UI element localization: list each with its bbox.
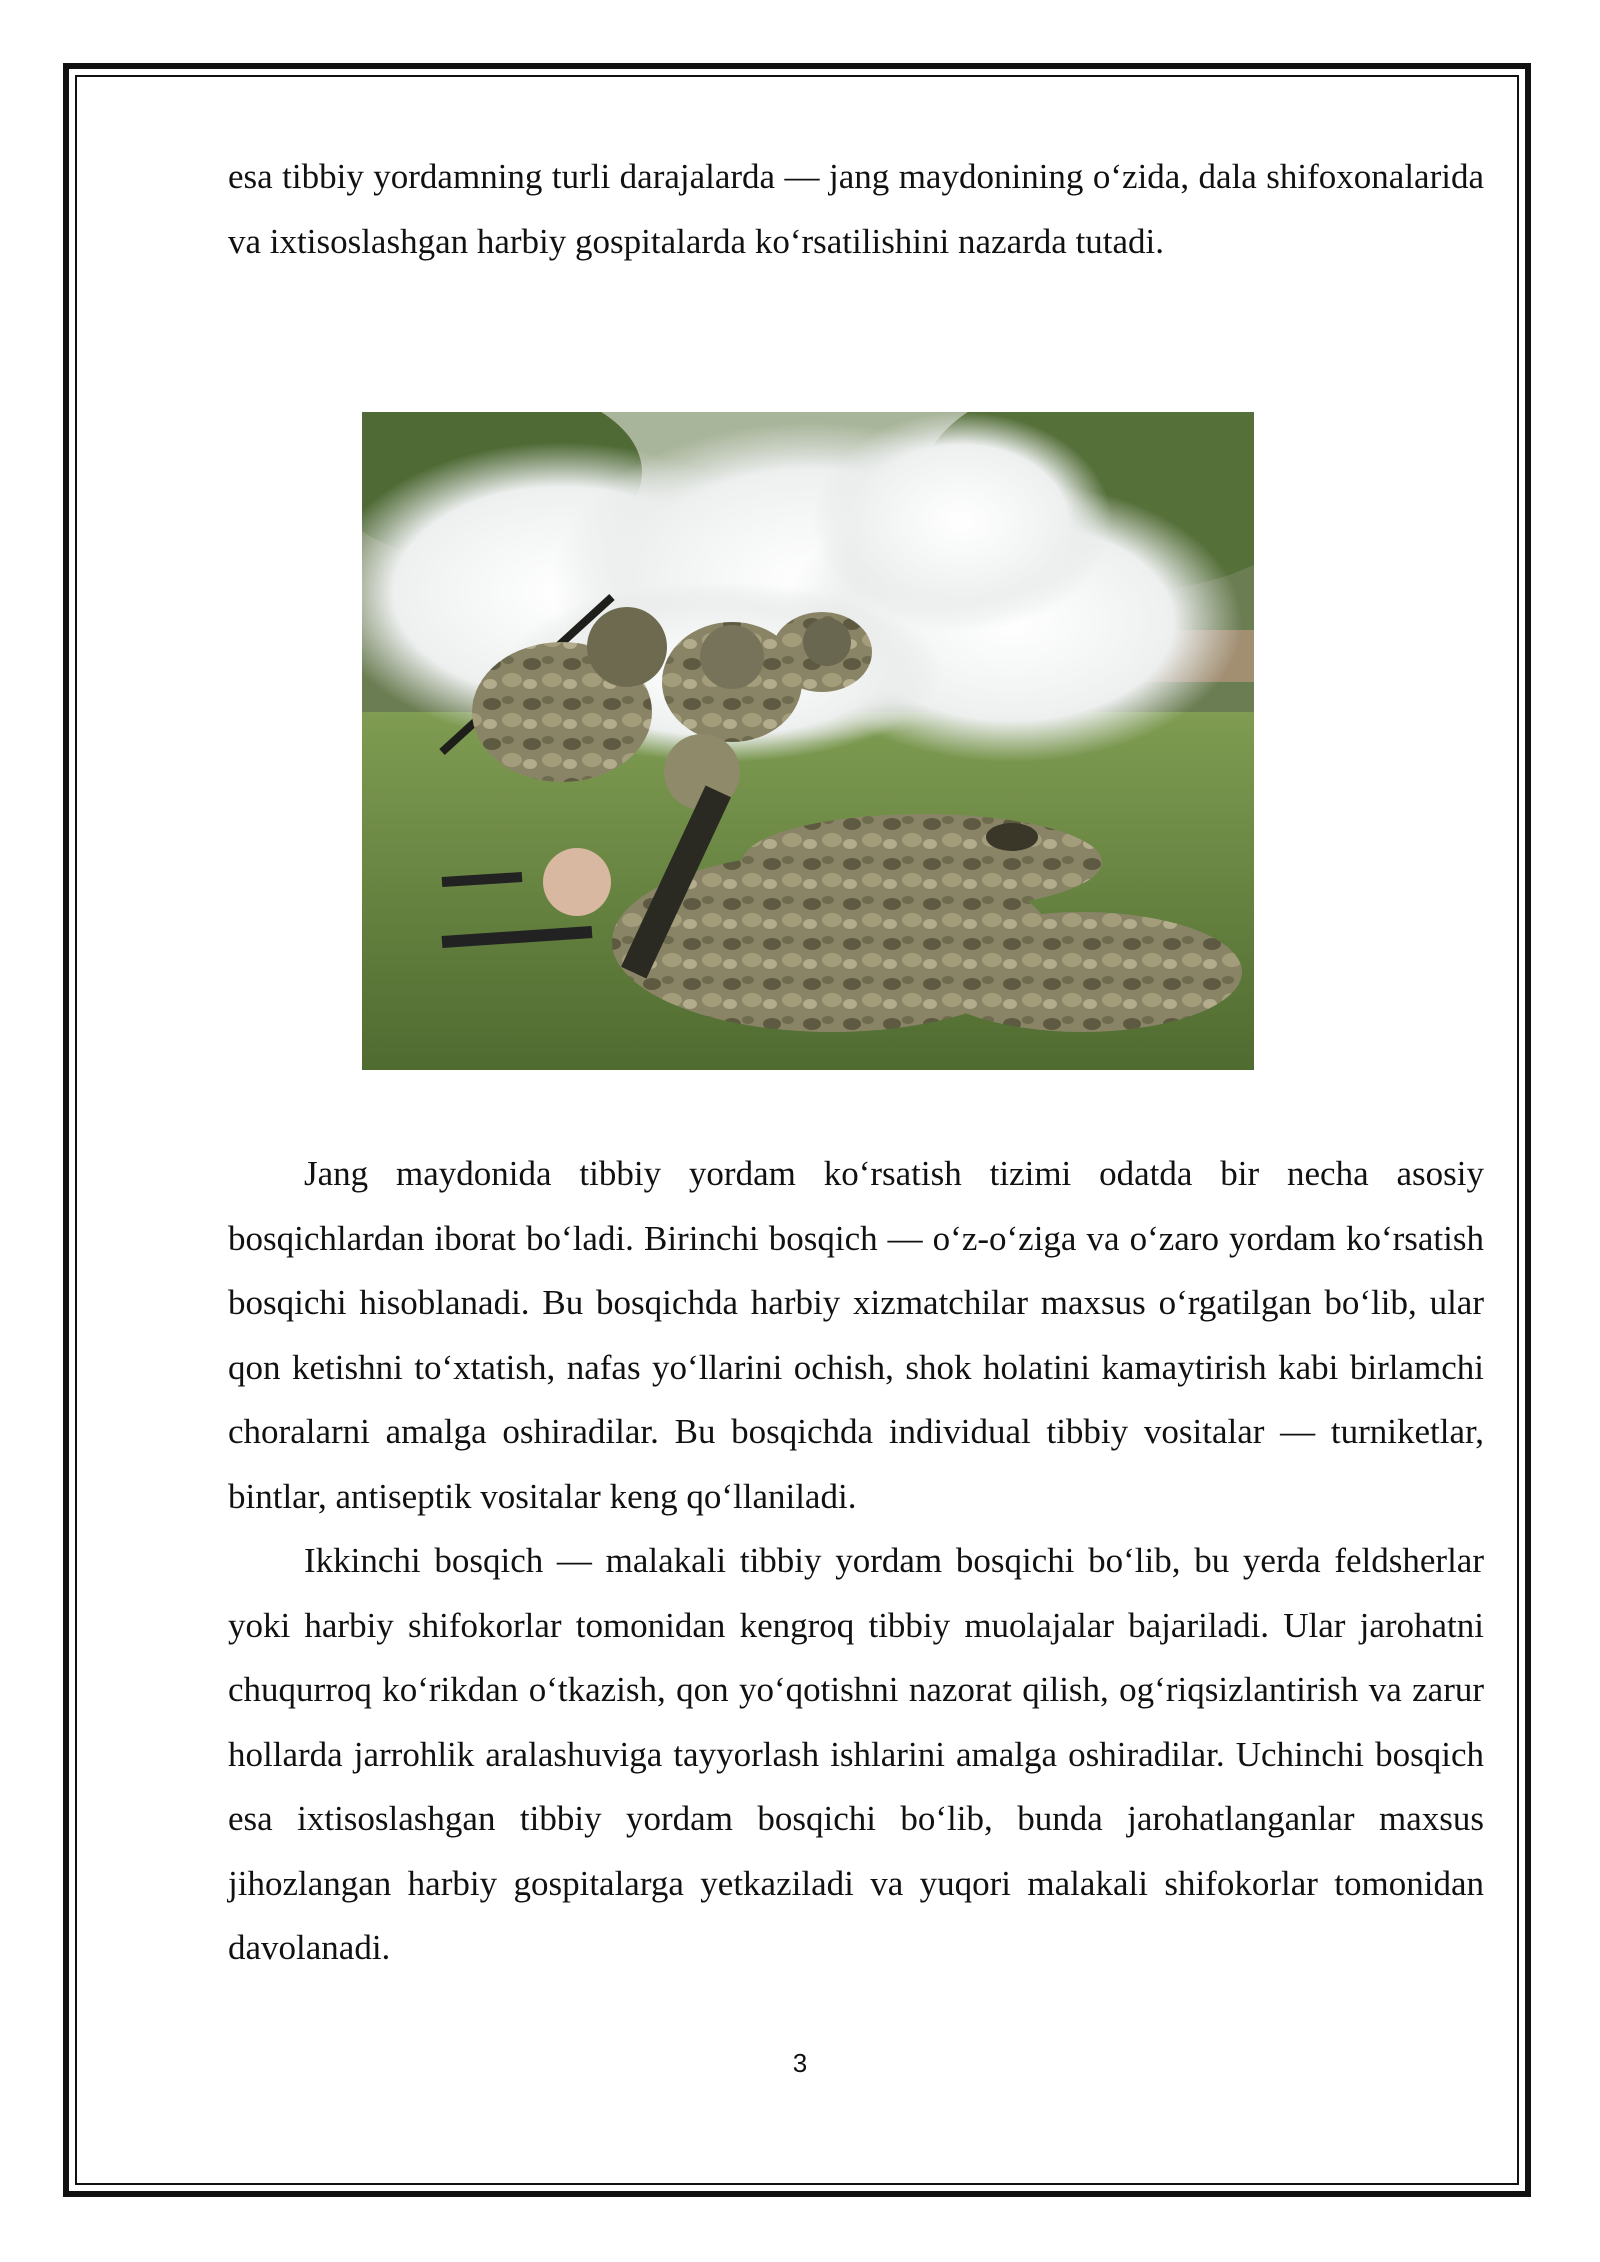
intro-text [228,145,1484,274]
field-medic-illustration [362,412,1254,1070]
paragraph-second-stage: Ikkinchi bosqich — malakali tibbiy yordam bosqichi bo‘lib, bu yerda feldsherlar yoki harbiy shifokorlar tomonidan kengroq tibbiy muolajalar bajariladi. Ular jarohatni chuqurroq ko‘rikdan o‘tkazish, qon yo‘qotishni nazorat qilish, og‘riqsizlantirish va zarur hollarda jarrohlik aralashuviga tayyorlash ishlarini amalga oshiradilar. Uchinchi bosqich esa ixtisoslashgan tibbiy yordam bosqichi bo‘lib, bunda jarohatlanganlar maxsus jihozlangan harbiy gospitalarga yetkaziladi va yuqori malakali shifokorlar tomonidan davolanadi. [228,1541,1484,1967]
field-medic-photo [362,412,1254,1070]
page-number: 3 [792,2048,808,2078]
paragraph-stages: Jang maydonida tibbiy yordam ko‘rsatish tizimi odatda bir necha asosiy bosqichlardan iborat bo‘ladi. Birinchi bosqich — o‘z-o‘ziga va o‘zaro yordam ko‘rsatish bosqichi hisoblanadi. Bu bosqichda harbiy xizmatchilar maxsus o‘rgatilgan bo‘lib, ular qon ketishni to‘xtatish, nafas yo‘llarini ochish, shok holatini kamaytirish kabi birlamchi choralarni amalga oshiradilar. Bu bosqichda individual tibbiy vositalar — turniketlar, bintlar, antiseptik vositalar keng qo‘llaniladi. [228,1154,1484,1516]
body-text [228,1142,1484,1981]
intro-paragraph: esa tibbiy yordamning turli darajalarda — jang maydonining o‘zida, dala shifoxonalarida va ixtisoslashgan harbiy gospitalarda ko‘rsatilishini nazarda tutadi. [228,157,1484,261]
